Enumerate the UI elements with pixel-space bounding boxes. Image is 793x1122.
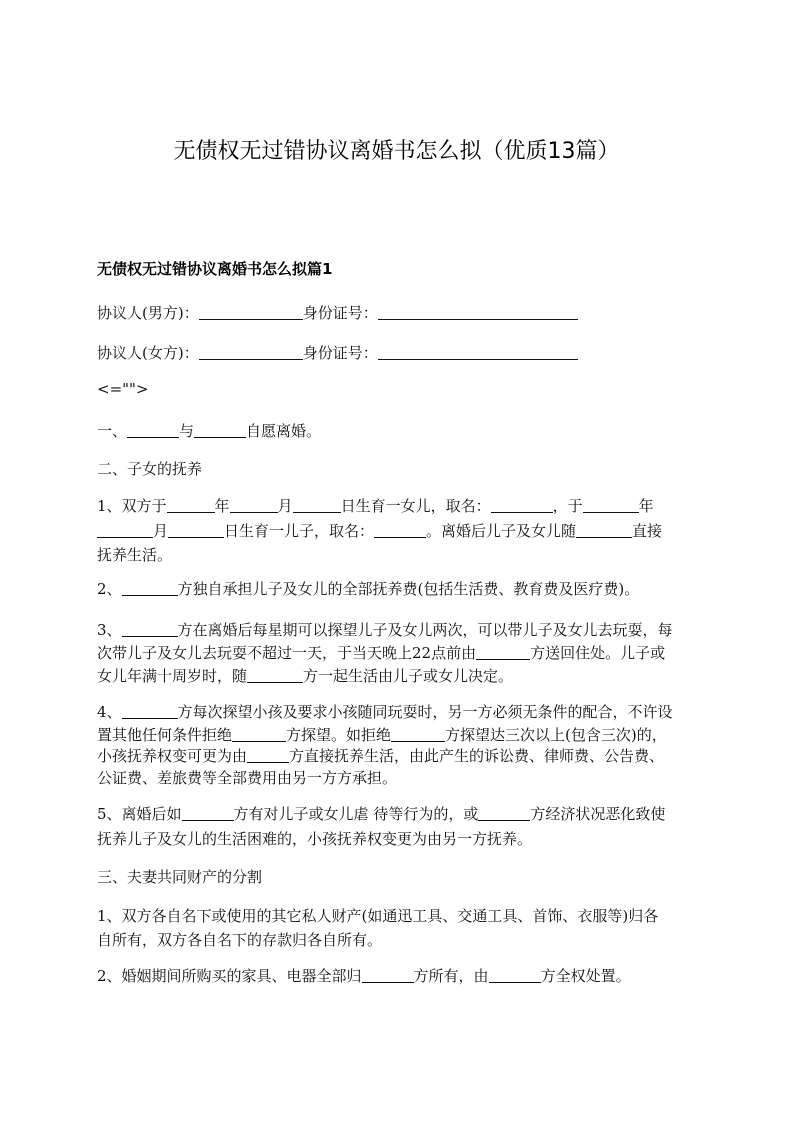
paragraph-text: 方独自承担儿子及女儿的全部抚养费(包括生活费、教育费及医疗费)。 — [177, 580, 640, 598]
blank-field — [478, 802, 530, 821]
paragraph-5-line-2: 抚养儿子及女儿的生活困难的，小孩抚养权变更为由另一方抚养。 — [97, 830, 533, 848]
blank-field — [230, 494, 278, 513]
paragraph-text: 5、离婚后如 — [97, 805, 182, 823]
paragraph-text: 年 — [638, 497, 654, 515]
blank-field — [127, 419, 179, 438]
party-female-line — [97, 340, 707, 366]
paragraph-text: 1、双方于 — [97, 497, 167, 515]
party-male-label: 协议人(男方)： — [97, 304, 199, 322]
section-heading: 无债权无过错协议离婚书怎么拟篇1 — [97, 260, 333, 278]
blank-field — [247, 744, 289, 763]
paragraph-text: 次带儿子及女儿去玩耍不超过一天，于当天晚上22点前由 — [97, 644, 477, 662]
paragraph-text: 方直接抚养生活，由此产生的诉讼费、律师费、公告费、 — [289, 747, 665, 765]
paragraph-text: 方全权处置。 — [540, 967, 631, 985]
blank-field — [182, 802, 234, 821]
paragraph-text: 月 — [153, 522, 169, 540]
blank-field — [122, 577, 178, 596]
paragraph-6-line-2: 自所有，双方各自名下的存款归各自所有。 — [97, 931, 383, 949]
blank-field — [583, 494, 639, 513]
blank-field — [491, 494, 553, 513]
blank-field — [168, 519, 224, 538]
blank-field — [194, 419, 246, 438]
paragraph-text: 方经济状况恶化致使 — [530, 805, 666, 823]
blank-field — [122, 700, 178, 719]
paragraph-1-line-2 — [97, 518, 707, 544]
party-male-id-label: 身份证号： — [302, 304, 378, 322]
paragraph-text: 日生育一女儿，取名： — [340, 497, 491, 515]
paragraph-1-line-3: 抚养生活。 — [97, 546, 173, 564]
paragraph-text: 置其他任何条件拒绝 — [97, 726, 233, 744]
party-female-id-blank — [378, 341, 578, 360]
clause-text: 自愿离婚。 — [246, 422, 322, 440]
paragraph-text: 2、 — [97, 580, 122, 598]
blank-field — [97, 519, 153, 538]
section-child-custody-heading: 二、子女的抚养 — [97, 460, 203, 478]
party-female-name-blank — [199, 341, 303, 360]
blank-field — [232, 723, 286, 742]
paragraph-text: 方送回住处。儿子或 — [530, 644, 666, 662]
blank-field — [476, 641, 530, 660]
paragraph-text: 日生育一儿子，取名： — [224, 522, 375, 540]
paragraph-4-line-4: 公证费、差旅费等全部费用由另一方方承担。 — [97, 769, 398, 787]
document-title: 无债权无过错协议离婚书怎么拟（优质13篇） — [173, 139, 620, 164]
blank-field — [374, 519, 426, 538]
party-female-label: 协议人(女方)： — [97, 344, 199, 362]
paragraph-text: 方探望。如拒绝 — [286, 726, 392, 744]
paragraph-text: 4、 — [97, 703, 122, 721]
clause-number: 一、 — [97, 422, 128, 440]
paragraph-text: 方在离婚后每星期可以探望儿子及女儿两次，可以带儿子及女儿去玩耍，每 — [177, 621, 673, 639]
paragraph-text: ，于 — [552, 497, 583, 515]
paragraph-text: 2、婚姻期间所购买的家具、电器全部归 — [97, 967, 362, 985]
blank-field — [167, 494, 215, 513]
paragraph-text: 小孩抚养权变可更为由 — [97, 747, 248, 765]
paragraph-text: 年 — [214, 497, 230, 515]
paragraph-text: 方有对儿子或女儿虐 待等行为的，或 — [233, 805, 479, 823]
party-male-line — [97, 300, 707, 326]
paragraph-3-line-3 — [97, 663, 707, 689]
party-female-id-label: 身份证号： — [302, 344, 378, 362]
paragraph-1-line-1 — [97, 493, 707, 519]
paragraph-text: 方每次探望小孩及要求小孩随同玩耍时，另一方必须无条件的配合，不许设 — [177, 703, 673, 721]
paragraph-5-line-1 — [97, 801, 707, 827]
paragraph-text: 。离婚后儿子及女儿随 — [426, 522, 577, 540]
blank-field — [489, 964, 541, 983]
paragraph-2 — [97, 576, 707, 602]
paragraph-6-line-1: 1、双方各自名下或使用的其它私人财产(如通迅工具、交通工具、首饰、衣服等)归各 — [97, 907, 659, 925]
paragraph-text: 女儿年满十周岁时，随 — [97, 667, 248, 685]
party-male-id-blank — [378, 301, 578, 320]
blank-field — [122, 618, 178, 637]
stray-markup-text: <=""> — [97, 380, 149, 398]
paragraph-text: 方探望达三次以上(包含三次)的， — [445, 726, 667, 744]
clause-voluntary-divorce — [97, 418, 707, 444]
blank-field — [362, 964, 414, 983]
paragraph-7 — [97, 963, 707, 989]
paragraph-text: 方所有，由 — [413, 967, 489, 985]
party-male-name-blank — [199, 301, 303, 320]
paragraph-text: 3、 — [97, 621, 122, 639]
blank-field — [247, 664, 303, 683]
paragraph-text: 方一起生活由儿子或女儿决定。 — [303, 667, 514, 685]
clause-text: 与 — [179, 422, 195, 440]
blank-field — [576, 519, 632, 538]
blank-field — [293, 494, 341, 513]
paragraph-text: 直接 — [632, 522, 663, 540]
section-property-heading: 三、夫妻共同财产的分割 — [97, 868, 263, 886]
blank-field — [391, 723, 445, 742]
paragraph-text: 月 — [277, 497, 293, 515]
